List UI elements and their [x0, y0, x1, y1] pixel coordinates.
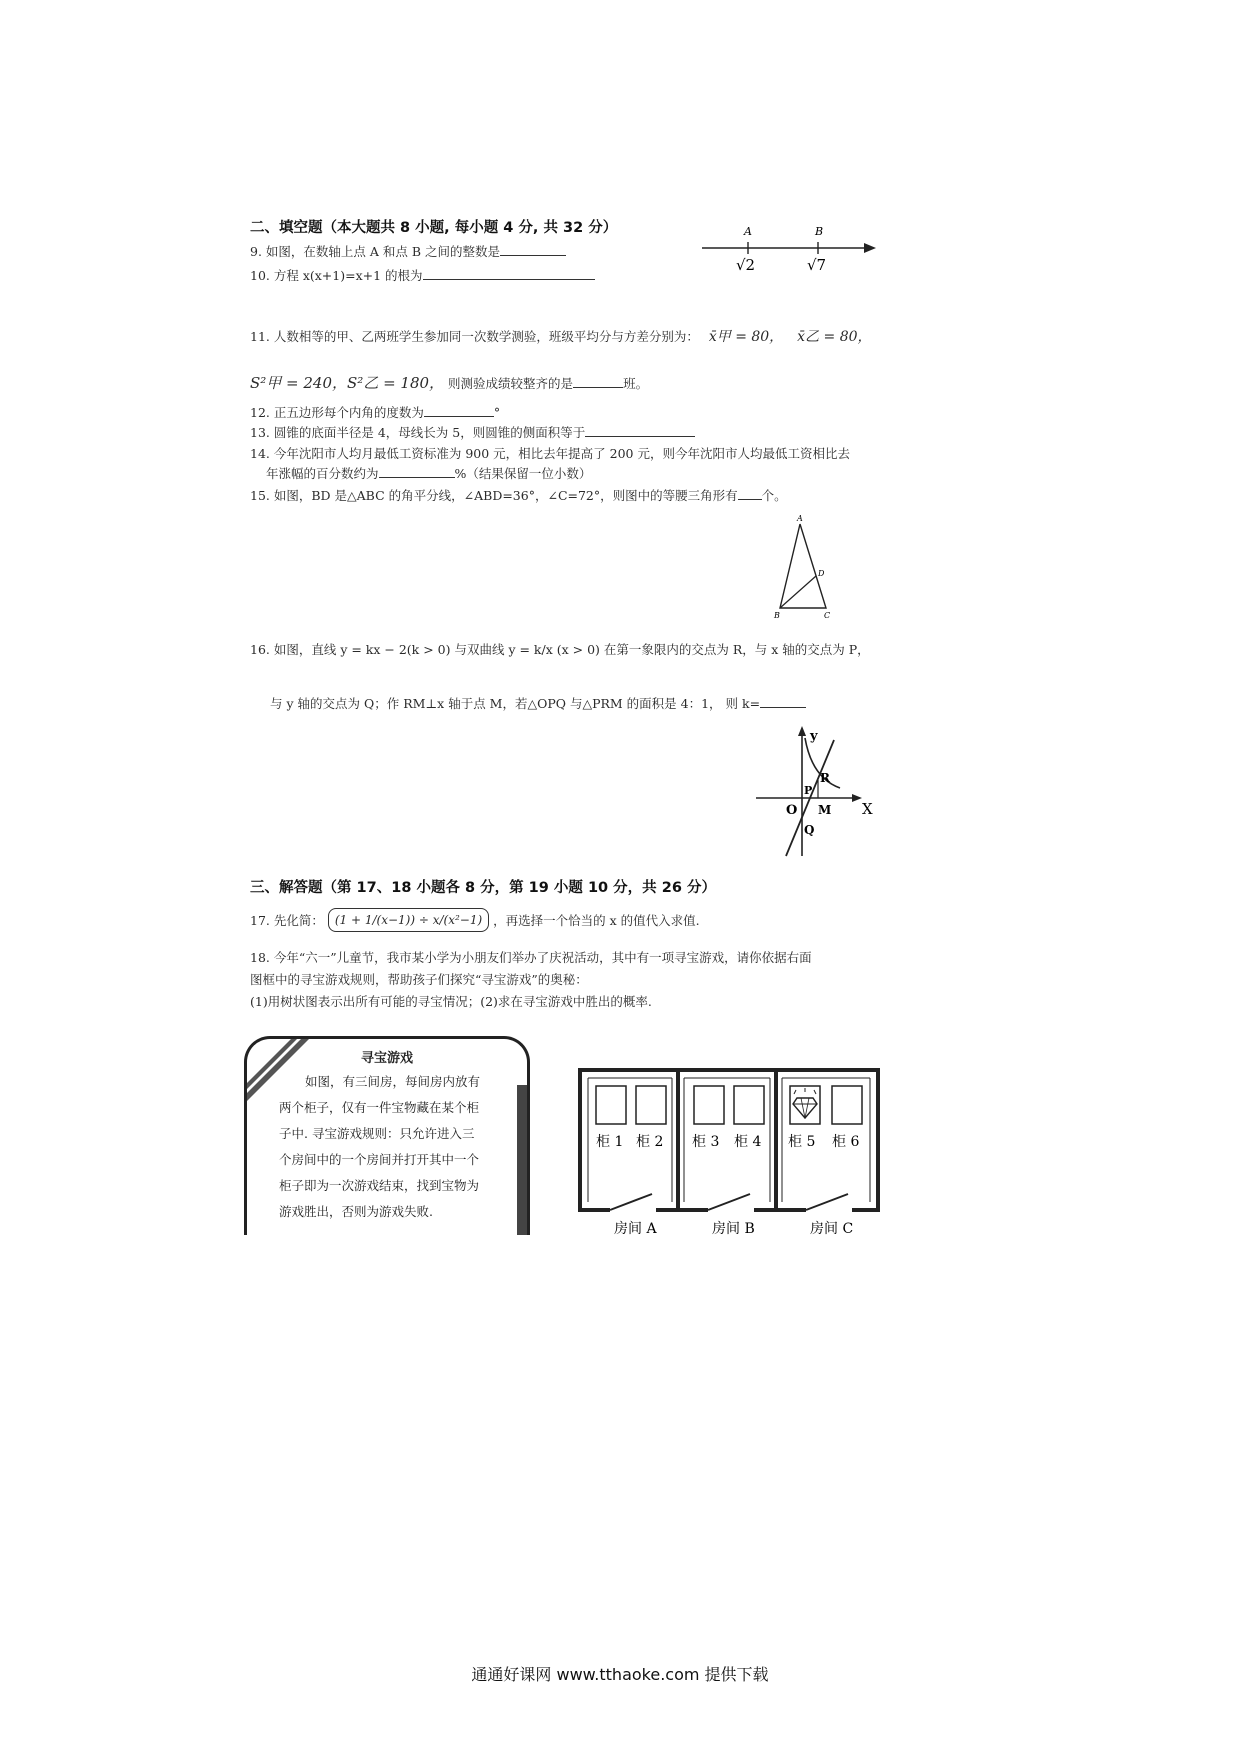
question-14-text-b: %（结果保留一位小数）: [454, 466, 592, 481]
question-15-text: 15. 如图，BD 是△ABC 的角平分线，∠ABD=36°，∠C=72°，则图中的等腰三角形有: [250, 488, 738, 503]
answer-blank: [760, 694, 806, 708]
room-b-label: 房间 B: [712, 1221, 755, 1237]
rule-line: 游戏胜出，否则为游戏失败.: [279, 1204, 433, 1219]
cabinet-1-label: 柜 1: [596, 1134, 624, 1150]
cabinet-3-label: 柜 3: [692, 1134, 720, 1150]
game-rules-text: [279, 1069, 519, 1225]
question-13-text: 13. 圆锥的底面半径是 4，母线长为 5，则圆锥的侧面积等于: [250, 425, 586, 440]
variance-values: S²甲 = 240，S²乙 = 180，: [250, 374, 445, 392]
question-15-text-b: 个。: [761, 488, 787, 503]
question-15: [250, 486, 787, 504]
triangle-figure: [770, 512, 850, 622]
vertex-b-label: B: [774, 611, 780, 620]
cabinet-6-label: 柜 6: [832, 1134, 860, 1150]
answer-blank: [573, 374, 623, 388]
question-16-line-2: [270, 694, 806, 712]
point-m-label: M: [818, 803, 832, 817]
axis-y-label: y: [810, 729, 818, 744]
diamond-icon: [793, 1088, 817, 1118]
point-p-label: P: [804, 784, 813, 797]
question-11-text-b: 则测验成绩较整齐的是: [448, 376, 574, 391]
answer-blank: [585, 423, 695, 437]
question-11-text: 11. 人数相等的甲、乙两班学生参加同一次数学测验，班级平均分与方差分别为：: [250, 329, 699, 344]
game-rules-box: [244, 1036, 530, 1235]
question-11-text-c: 班。: [623, 376, 649, 391]
expression-box: (1 + 1/(x−1)) ÷ x/(x²−1): [328, 908, 489, 932]
question-10-text: 10. 方程 x(x+1)=x+1 的根为: [250, 268, 423, 283]
mean-class-1: x̄甲 = 80，: [708, 329, 784, 345]
question-13: [250, 423, 695, 441]
vertex-d-label: D: [818, 569, 825, 578]
origin-o-label: O: [786, 803, 798, 818]
question-10: [250, 266, 595, 284]
question-16-text: 与 y 轴的交点为 Q；作 RM⊥x 轴于点 M，若△OPQ 与△PRM 的面积是 4：1， 则 k=: [270, 696, 761, 711]
question-12-text: 12. 正五边形每个内角的度数为: [250, 405, 424, 420]
point-q-label: Q: [804, 823, 815, 837]
question-16-line-1: 16. 如图，直线 y = kx − 2(k > 0) 与双曲线 y = k/x (x > 0) 在第一象限内的交点为 R，与 x 轴的交点为 P，: [250, 642, 870, 657]
number-line-figure: [700, 222, 880, 274]
question-11-line-1: [250, 326, 872, 346]
room-c-label: 房间 C: [810, 1221, 854, 1237]
cabinet-4-label: 柜 4: [734, 1134, 762, 1150]
rule-line: 两个柜子，仅有一件宝物藏在某个柜: [279, 1100, 480, 1115]
question-17-text-a: 17. 先化简：: [250, 913, 324, 928]
answer-blank: [424, 403, 494, 417]
coordinate-graph-figure: [752, 720, 882, 860]
question-14-text-a: 年涨幅的百分数约为: [266, 466, 379, 481]
rule-line: 个房间中的一个房间并打开其中一个: [279, 1152, 480, 1167]
point-a-label: A: [744, 225, 752, 238]
tick-sqrt2-label: √2: [736, 256, 756, 274]
question-9-text: 9. 如图，在数轴上点 A 和点 B 之间的整数是: [250, 244, 501, 259]
question-14-line-2: [266, 464, 591, 482]
vertex-c-label: C: [824, 611, 831, 620]
axis-x-label: X: [862, 800, 873, 818]
mean-class-2: x̄乙 = 80，: [797, 329, 872, 345]
section-2-heading: 二、填空题（本大题共 8 小题, 每小题 4 分, 共 32 分）: [250, 220, 618, 236]
question-18-line-1: 18. 今年“六一”儿童节，我市某小学为小朋友们举办了庆祝活动，其中有一项寻宝游戏，请你依据右面: [250, 950, 812, 965]
question-17: [250, 908, 700, 932]
question-17-text-b: ，再选择一个恰当的 x 的值代入求值.: [493, 913, 700, 928]
question-9: [250, 242, 566, 260]
answer-blank: [423, 266, 595, 280]
question-18-line-3: (1)用树状图表示出所有可能的寻宝情况；(2)求在寻宝游戏中胜出的概率.: [250, 994, 652, 1009]
question-18-line-2: 图框中的寻宝游戏规则，帮助孩子们探究“寻宝游戏”的奥秘：: [250, 972, 588, 987]
question-11-line-2: [250, 372, 648, 393]
page-footer: 通通好课网 www.tthaoke.com 提供下载: [471, 1665, 769, 1684]
cabinet-5-label: 柜 5: [788, 1134, 816, 1150]
section-3-heading: 三、解答题（第 17、18 小题各 8 分，第 19 小题 10 分，共 26 分）: [250, 880, 716, 896]
question-12: [250, 403, 500, 421]
rule-line: 如图，有三间房，每间房内放有: [305, 1074, 481, 1089]
rule-line: 柜子即为一次游戏结束，找到宝物为: [279, 1178, 480, 1193]
rule-line: 子中. 寻宝游戏规则：只允许进入三: [279, 1126, 475, 1141]
rooms-figure: [576, 1066, 886, 1246]
point-b-label: B: [815, 225, 824, 238]
point-r-label: R: [820, 771, 830, 785]
tick-sqrt7-label: √7: [807, 256, 827, 274]
vertex-a-label: A: [797, 514, 803, 523]
degree-unit: °: [493, 405, 501, 420]
answer-blank: [738, 486, 762, 500]
cabinet-2-label: 柜 2: [636, 1134, 664, 1150]
answer-blank: [500, 242, 566, 256]
game-title: 寻宝游戏: [360, 1051, 413, 1066]
question-14-line-1: 14. 今年沈阳市人均月最低工资标准为 900 元，相比去年提高了 200 元，则今年沈阳市人均最低工资相比去: [250, 446, 850, 461]
room-a-label: 房间 A: [614, 1221, 657, 1237]
answer-blank: [379, 464, 455, 478]
box-shadow-edge: [517, 1085, 527, 1235]
